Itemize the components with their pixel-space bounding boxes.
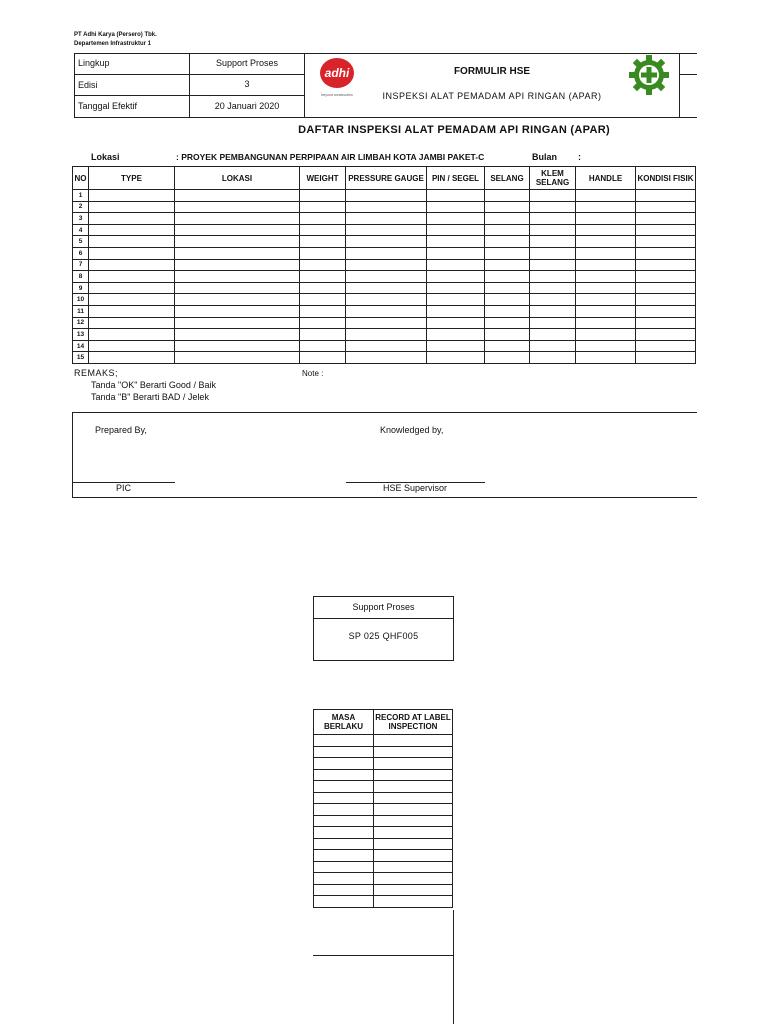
table-row [314, 884, 453, 896]
empty-cell [300, 352, 346, 364]
row-number: 8 [73, 271, 89, 283]
empty-cell [314, 804, 374, 816]
empty-cell [485, 340, 530, 352]
empty-cell [346, 213, 427, 225]
table-row [314, 861, 453, 873]
empty-cell [314, 896, 374, 908]
empty-cell [485, 259, 530, 271]
empty-cell [427, 259, 485, 271]
col-header-kondisi-fisik: KONDISI FISIK [636, 167, 696, 190]
inspection-table [72, 166, 696, 364]
empty-cell [485, 213, 530, 225]
empty-cell [530, 282, 576, 294]
empty-cell [576, 224, 636, 236]
empty-cell [485, 329, 530, 341]
remarks-title: REMAKS; [74, 368, 119, 378]
empty-cell [300, 236, 346, 248]
empty-cell [530, 259, 576, 271]
empty-cell [576, 317, 636, 329]
empty-cell [175, 317, 300, 329]
empty-cell [314, 781, 374, 793]
empty-cell [427, 271, 485, 283]
empty-cell [576, 305, 636, 317]
empty-cell [530, 329, 576, 341]
empty-cell [530, 213, 576, 225]
row-number: 9 [73, 282, 89, 294]
table-row [314, 735, 453, 747]
empty-cell [485, 247, 530, 259]
empty-cell [175, 294, 300, 306]
empty-cell [89, 340, 175, 352]
table-row [314, 896, 453, 908]
empty-cell [530, 236, 576, 248]
empty-cell [576, 352, 636, 364]
empty-cell [427, 305, 485, 317]
table-row [73, 201, 696, 213]
empty-cell [89, 329, 175, 341]
table-row [73, 329, 696, 341]
tanggal-label: Tanggal Efektif [78, 101, 138, 111]
col-header-type: TYPE [89, 167, 175, 190]
empty-cell [89, 271, 175, 283]
table-row [73, 352, 696, 364]
table-row [73, 294, 696, 306]
table-row [314, 873, 453, 885]
empty-cell [89, 282, 175, 294]
empty-cell [175, 247, 300, 259]
empty-cell [314, 884, 374, 896]
company-name: PT Adhi Karya (Persero) Tbk. [74, 32, 157, 38]
row-number: 4 [73, 224, 89, 236]
side-vertical-line [453, 910, 454, 1024]
empty-cell [530, 271, 576, 283]
col-header-pressure-gauge: PRESSURE GAUGE [346, 167, 427, 190]
remarks-bad: Tanda "B" Berarti BAD / Jelek [91, 392, 209, 402]
empty-cell [89, 247, 175, 259]
hse-supervisor-label: HSE Supervisor [383, 483, 448, 493]
empty-cell [576, 340, 636, 352]
empty-cell [485, 201, 530, 213]
table-row [314, 746, 453, 758]
empty-cell [175, 213, 300, 225]
empty-cell [175, 201, 300, 213]
empty-cell [300, 294, 346, 306]
empty-cell [175, 282, 300, 294]
document-code: SP 025 QHF005 [348, 631, 419, 641]
empty-cell [300, 201, 346, 213]
form-header [74, 53, 697, 117]
side-divider [313, 955, 454, 956]
empty-cell [374, 769, 453, 781]
lingkup-label: Lingkup [78, 58, 110, 68]
empty-cell [374, 746, 453, 758]
col-header-handle: HANDLE [576, 167, 636, 190]
empty-cell [374, 850, 453, 862]
empty-cell [576, 213, 636, 225]
empty-cell [374, 838, 453, 850]
empty-cell [485, 190, 530, 202]
table-row [73, 213, 696, 225]
table-row [314, 769, 453, 781]
remarks-ok: Tanda "OK" Berarti Good / Baik [91, 380, 216, 390]
empty-cell [89, 352, 175, 364]
empty-cell [175, 190, 300, 202]
empty-cell [530, 224, 576, 236]
empty-cell [314, 815, 374, 827]
empty-cell [427, 329, 485, 341]
empty-cell [427, 282, 485, 294]
empty-cell [485, 352, 530, 364]
label-inspection-table [313, 709, 453, 908]
table-row [73, 317, 696, 329]
empty-cell [300, 224, 346, 236]
page-title: DAFTAR INSPEKSI ALAT PEMADAM API RINGAN (APAR) [298, 124, 610, 136]
empty-cell [576, 190, 636, 202]
table-row [73, 282, 696, 294]
empty-cell [300, 282, 346, 294]
empty-cell [530, 317, 576, 329]
empty-cell [89, 317, 175, 329]
empty-cell [346, 282, 427, 294]
empty-cell [427, 340, 485, 352]
empty-cell [374, 884, 453, 896]
col-header-record-label: RECORD AT LABEL INSPECTION [374, 710, 453, 735]
empty-cell [374, 792, 453, 804]
empty-cell [89, 305, 175, 317]
row-number: 11 [73, 305, 89, 317]
row-number: 2 [73, 201, 89, 213]
form-title: FORMULIR HSE [453, 66, 531, 77]
empty-cell [374, 815, 453, 827]
empty-cell [636, 236, 696, 248]
empty-cell [530, 294, 576, 306]
empty-cell [314, 735, 374, 747]
empty-cell [427, 294, 485, 306]
empty-cell [314, 769, 374, 781]
empty-cell [427, 236, 485, 248]
bulan-label: Bulan [532, 152, 558, 162]
empty-cell [636, 190, 696, 202]
empty-cell [175, 224, 300, 236]
empty-cell [374, 873, 453, 885]
empty-cell [636, 201, 696, 213]
empty-cell [576, 201, 636, 213]
empty-cell [346, 340, 427, 352]
empty-cell [89, 213, 175, 225]
table-row [314, 827, 453, 839]
empty-cell [346, 317, 427, 329]
empty-cell [636, 259, 696, 271]
row-number: 6 [73, 247, 89, 259]
empty-cell [530, 352, 576, 364]
empty-cell [636, 329, 696, 341]
empty-cell [636, 224, 696, 236]
empty-cell [300, 340, 346, 352]
table-row [73, 340, 696, 352]
empty-cell [300, 247, 346, 259]
empty-cell [314, 850, 374, 862]
table-row [314, 850, 453, 862]
empty-cell [427, 201, 485, 213]
empty-cell [374, 804, 453, 816]
empty-cell [346, 236, 427, 248]
table-row [314, 838, 453, 850]
empty-cell [346, 201, 427, 213]
col-header-pin-segel: PIN / SEGEL [427, 167, 485, 190]
empty-cell [636, 282, 696, 294]
empty-cell [374, 827, 453, 839]
empty-cell [576, 282, 636, 294]
row-number: 1 [73, 190, 89, 202]
empty-cell [175, 340, 300, 352]
row-number: 7 [73, 259, 89, 271]
col-header-selang: SELANG [485, 167, 530, 190]
empty-cell [89, 201, 175, 213]
empty-cell [374, 861, 453, 873]
col-header-masa-berlaku: MASA BERLAKU [314, 710, 374, 735]
empty-cell [485, 224, 530, 236]
empty-cell [636, 352, 696, 364]
table-row [314, 758, 453, 770]
empty-cell [427, 317, 485, 329]
table-header-row [73, 167, 696, 190]
empty-cell [175, 329, 300, 341]
empty-cell [314, 838, 374, 850]
table-row [73, 271, 696, 283]
empty-cell [346, 259, 427, 271]
empty-cell [346, 305, 427, 317]
empty-cell [314, 746, 374, 758]
empty-cell [576, 329, 636, 341]
col-header-weight: WEIGHT [300, 167, 346, 190]
adhi-logo-text: adhi [324, 66, 350, 80]
empty-cell [314, 758, 374, 770]
empty-cell [636, 317, 696, 329]
empty-cell [300, 190, 346, 202]
empty-cell [89, 294, 175, 306]
empty-cell [576, 294, 636, 306]
empty-cell [576, 271, 636, 283]
empty-cell [636, 294, 696, 306]
lokasi-value: : PROYEK PEMBANGUNAN PERPIPAAN AIR LIMBAH KOTA JAMBI PAKET-C [176, 152, 485, 162]
empty-cell [314, 861, 374, 873]
support-proses-title: Support Proses [352, 602, 415, 612]
empty-cell [89, 259, 175, 271]
row-number: 12 [73, 317, 89, 329]
empty-cell [300, 329, 346, 341]
empty-cell [485, 317, 530, 329]
empty-cell [636, 305, 696, 317]
empty-cell [576, 259, 636, 271]
empty-cell [175, 352, 300, 364]
empty-cell [576, 236, 636, 248]
empty-cell [485, 236, 530, 248]
empty-cell [636, 213, 696, 225]
empty-cell [175, 259, 300, 271]
row-number: 14 [73, 340, 89, 352]
empty-cell [427, 247, 485, 259]
empty-cell [300, 271, 346, 283]
empty-cell [300, 305, 346, 317]
empty-cell [89, 236, 175, 248]
empty-cell [485, 282, 530, 294]
empty-cell [89, 190, 175, 202]
row-number: 15 [73, 352, 89, 364]
empty-cell [636, 340, 696, 352]
empty-cell [636, 247, 696, 259]
empty-cell [427, 190, 485, 202]
edisi-value: 3 [244, 79, 250, 89]
empty-cell [427, 224, 485, 236]
table-row [314, 804, 453, 816]
prepared-by-label: Prepared By, [95, 425, 147, 435]
table-row [73, 224, 696, 236]
row-number: 13 [73, 329, 89, 341]
empty-cell [530, 305, 576, 317]
empty-cell [530, 340, 576, 352]
empty-cell [636, 271, 696, 283]
pic-label: PIC [116, 483, 132, 493]
company-department: Departemen Infrastruktur 1 [74, 41, 152, 47]
empty-cell [530, 201, 576, 213]
col-header-lokasi: LOKASI [175, 167, 300, 190]
lokasi-label: Lokasi [91, 152, 120, 162]
empty-cell [485, 294, 530, 306]
row-number: 5 [73, 236, 89, 248]
table-row [73, 247, 696, 259]
table-row [314, 781, 453, 793]
adhi-logo-subtext: beyond construction [321, 93, 353, 97]
empty-cell [530, 190, 576, 202]
form-subtitle: INSPEKSI ALAT PEMADAM API RINGAN (APAR) [382, 91, 602, 101]
note-label: Note : [302, 369, 324, 378]
empty-cell [374, 896, 453, 908]
empty-cell [374, 781, 453, 793]
col-header-no: NO [73, 167, 89, 190]
empty-cell [374, 758, 453, 770]
tanggal-value: 20 Januari 2020 [214, 101, 280, 111]
empty-cell [300, 213, 346, 225]
empty-cell [530, 247, 576, 259]
empty-cell [346, 271, 427, 283]
empty-cell [346, 329, 427, 341]
lingkup-value: Support Proses [215, 58, 279, 68]
empty-cell [89, 224, 175, 236]
col-header-klem-selang: KLEM SELANG [530, 167, 576, 190]
bulan-value: : [578, 152, 581, 162]
table-row [73, 259, 696, 271]
edisi-label: Edisi [78, 80, 98, 90]
empty-cell [427, 352, 485, 364]
empty-cell [314, 827, 374, 839]
row-number: 3 [73, 213, 89, 225]
empty-cell [346, 247, 427, 259]
table-row [73, 190, 696, 202]
empty-cell [175, 271, 300, 283]
row-number: 10 [73, 294, 89, 306]
empty-cell [175, 305, 300, 317]
empty-cell [346, 352, 427, 364]
empty-cell [314, 873, 374, 885]
empty-cell [175, 236, 300, 248]
k3-gear-icon [628, 54, 670, 96]
table-row [73, 305, 696, 317]
knowledged-by-label: Knowledged by, [380, 425, 444, 435]
company-info [74, 31, 157, 49]
table-row [73, 236, 696, 248]
support-proses-box [313, 596, 454, 661]
table-row [314, 792, 453, 804]
empty-cell [300, 317, 346, 329]
empty-cell [314, 792, 374, 804]
empty-cell [576, 247, 636, 259]
empty-cell [346, 190, 427, 202]
empty-cell [300, 259, 346, 271]
table-row [314, 815, 453, 827]
empty-cell [485, 305, 530, 317]
empty-cell [374, 735, 453, 747]
empty-cell [346, 224, 427, 236]
empty-cell [485, 271, 530, 283]
empty-cell [427, 213, 485, 225]
empty-cell [346, 294, 427, 306]
